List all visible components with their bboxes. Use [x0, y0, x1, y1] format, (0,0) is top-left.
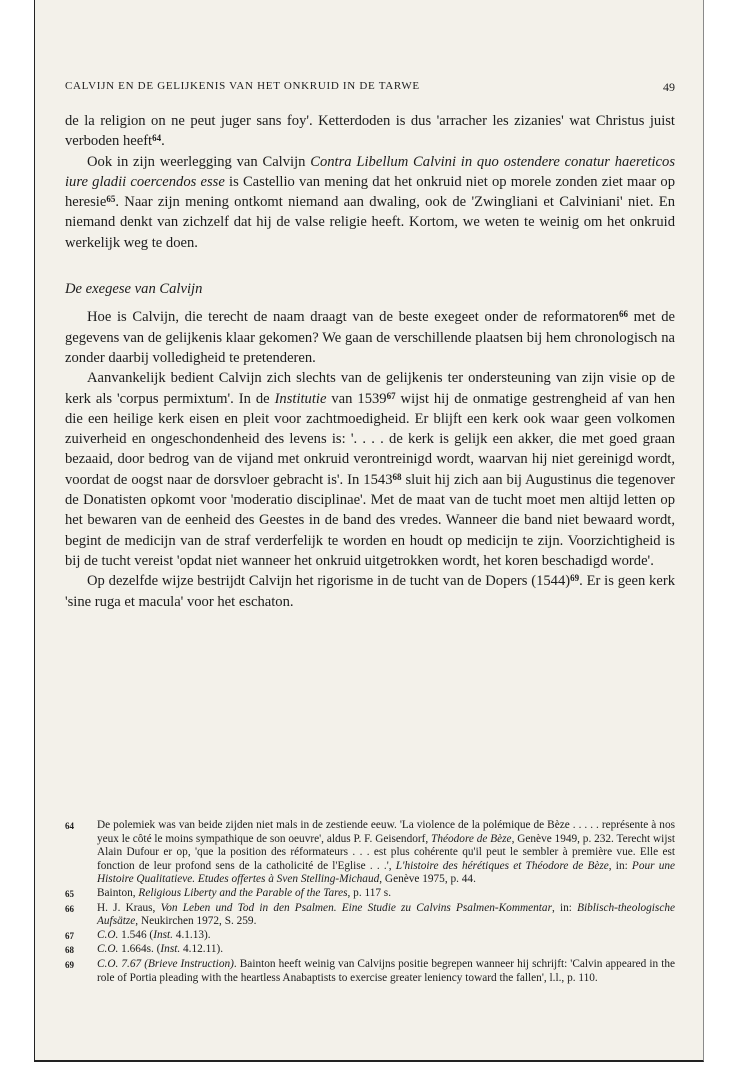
text-run: De polemiek was van beide zijden niet mals in de zestiende eeuw. 'La violence de la polémique de Bèze . . . . . représente à nos yeux le côté le moins sympathique de son oeuvre', aldus P. F. Geisendorf, [97, 819, 675, 845]
text-run: , p. 117 s. [347, 886, 392, 899]
italic-title: Pour une Histoire Qualitatieve. Etudes offertes à Sven Stelling-Michaud [97, 859, 676, 886]
italic-title: C.O. [97, 943, 119, 956]
italic-title: C.O. 7.67 (Brieve Instruction) [97, 957, 234, 970]
footnote-68 [65, 943, 675, 958]
footnote-ref-68: 68 [392, 471, 402, 482]
italic-title: Théodore de Bèze [431, 832, 512, 845]
text-run: 4.12.11). [180, 943, 224, 956]
paragraph-3 [65, 307, 675, 368]
italic-title: Institutie [274, 390, 327, 407]
text-run: . Bainton heeft weinig van Calvijns positie begrepen wanneer hij schrijft: 'Calvin appeared in the role of Portia pleading with the heartless Anabaptists to exercise greater leniency toward the fallen', l.l., p. 110. [97, 957, 675, 984]
footnote-number: 65 [65, 888, 74, 899]
footnote-ref-69: 69 [570, 573, 580, 584]
paragraph-2 [65, 152, 675, 253]
text-run: Bainton, [97, 886, 139, 899]
text-run: 4.1.13). [172, 928, 211, 941]
text-run: Op dezelfde wijze bestrijdt Calvijn het rigorisme in de tucht van de Dopers (1544) [87, 573, 571, 590]
text-run: de la religion on ne peut juger sans foy'. Ketterdoden is dus 'arracher les zizanies' wat Christus juist verboden heeft [65, 113, 675, 150]
footnote-64 [65, 819, 675, 887]
text-run: . Naar zijn mening ontkomt niemand aan dwaling, ook de 'Zwingliani et Calviniani' niet. En niemand denkt van zichzelf dat hij de valse religie heeft. Kortom, we weten te weinig om het onkruid werkelijk weg te doen. [65, 194, 675, 251]
section-heading: De exegese van Calvijn [65, 281, 203, 298]
paragraph-5 [65, 571, 675, 612]
italic-title: Religious Liberty and the Parable of the Tares [138, 886, 348, 899]
footnote-number: 64 [65, 821, 74, 831]
text-run: H. J. Kraus, [97, 901, 161, 914]
paragraph-1 [65, 111, 675, 152]
footnote-69 [65, 958, 675, 985]
footnote-ref-65: 65 [106, 194, 116, 205]
footnote-number: 67 [65, 930, 74, 941]
footnote-text [97, 929, 675, 944]
footnote-ref-66: 66 [618, 309, 628, 320]
italic-title: Inst. [160, 943, 181, 956]
running-title: CALVIJN EN DE GELIJKENIS VAN HET ONKRUID IN DE TARWE [65, 80, 420, 92]
text-run: , Neukirchen 1972, S. 259. [135, 915, 257, 928]
page-number: 49 [663, 80, 675, 94]
footnote-number: 68 [65, 945, 74, 956]
paragraph-4 [65, 368, 675, 571]
italic-title: Inst. [153, 928, 173, 941]
italic-title: C.O. [97, 928, 119, 941]
text-run: Aanvankelijk bedient Calvijn zich slechts van de gelijkenis ter ondersteuning van zijn visie op de kerk als 'corpus permixtum'. In de [65, 370, 675, 407]
text-run: sluit hij zich aan bij Augustinus die tegenover de Donatisten opkomt voor 'moderatio disciplinae'. Met de maat van de tucht moet men altijd letten op het bewaren van de eenheid des Geestes in de band des vredes. Wanneer die band niet bewaard wordt, begint de medicijn van de straf verderfelijk te worden en houdt op medicijn te zijn. Voorzichtigheid is bij de tucht vereist 'opdat niet wanneer het onkruid uitgetrokken wordt, het koren beschadigd worde'. [65, 471, 675, 569]
text-run: , Genève 1949, p. 232. Terecht wijst Alain Dufour er op, 'que la position des réformateurs . . . est plus cohérente qu'il peut le sembler à première vue. Elle est fonction de leur profond sens de la catholicité de l'Eglise . . .', [97, 832, 675, 872]
footnote-number: 69 [65, 959, 74, 970]
italic-title: Von Leben und Tod in den Psalmen. Eine Studie zu Calvins Psalmen-Kommentar [160, 901, 552, 914]
italic-title: Contra Libellum Calvini in quo ostendere conatur haereticos iure gladii coercendos esse [65, 153, 676, 190]
footnote-text [97, 902, 675, 929]
text-run: , in: [608, 859, 632, 872]
text-run: is Castellio van mening dat het onkruid niet op morele zonden ziet maar op heresie [65, 173, 675, 211]
footnote-text [97, 819, 675, 887]
footnotes [65, 819, 675, 985]
running-header [65, 80, 675, 95]
footnote-number: 66 [65, 903, 74, 914]
footnote-text [97, 958, 675, 985]
text-run: , Genève 1975, p. 44. [379, 873, 476, 886]
text-run: met de gegevens van de gelijkenis klaar gekomen? We gaan de verschillende plaatsen bij hem chronologisch na zonder daarbij volledigheid te pretenderen. [65, 309, 675, 366]
text-run: 1.664s. ( [118, 943, 161, 956]
text-run: van 1539 [326, 390, 387, 407]
text-run: . Er is geen kerk 'sine ruga et macula' voor het eschaton. [65, 573, 675, 610]
footnote-ref-64: 64 [152, 133, 162, 144]
body-text [65, 111, 675, 612]
footnote-65 [65, 887, 675, 902]
text-run: Hoe is Calvijn, die terecht de naam draagt van de beste exegeet onder de reformatoren [87, 309, 619, 326]
book-page [34, 0, 704, 1062]
text-run: 1.546 ( [118, 928, 154, 941]
text-run: Ook in zijn weerlegging van Calvijn [87, 153, 311, 170]
italic-title: L'histoire des hérétiques et Théodore de Bèze [395, 859, 609, 872]
text-run: , in: [551, 901, 578, 914]
footnote-text [97, 943, 675, 958]
footnote-text [97, 887, 675, 902]
footnote-ref-67: 67 [386, 390, 396, 401]
footnote-67 [65, 929, 675, 944]
text-run: . [161, 133, 165, 150]
italic-title: Biblisch-theologische Aufsätze [97, 901, 675, 928]
text-run: wijst hij de onmatige gestrengheid af van hen die een heilige kerk eisen en pleit voor zachtmoedigheid. Er blijft een kerk ook waar geen volkomen zuiverheid en ongeschondenheid des levens is: '. . . . de kerk is gelijk een akker, die met goed graan bezaaid, door bedrog van de vijand met onkruid verontreinigd wordt, waarvan hij niet gereinigd wordt, voordat de oogst naar de dorsvloer gebracht is'. In 1543 [65, 390, 675, 488]
footnote-66 [65, 902, 675, 929]
